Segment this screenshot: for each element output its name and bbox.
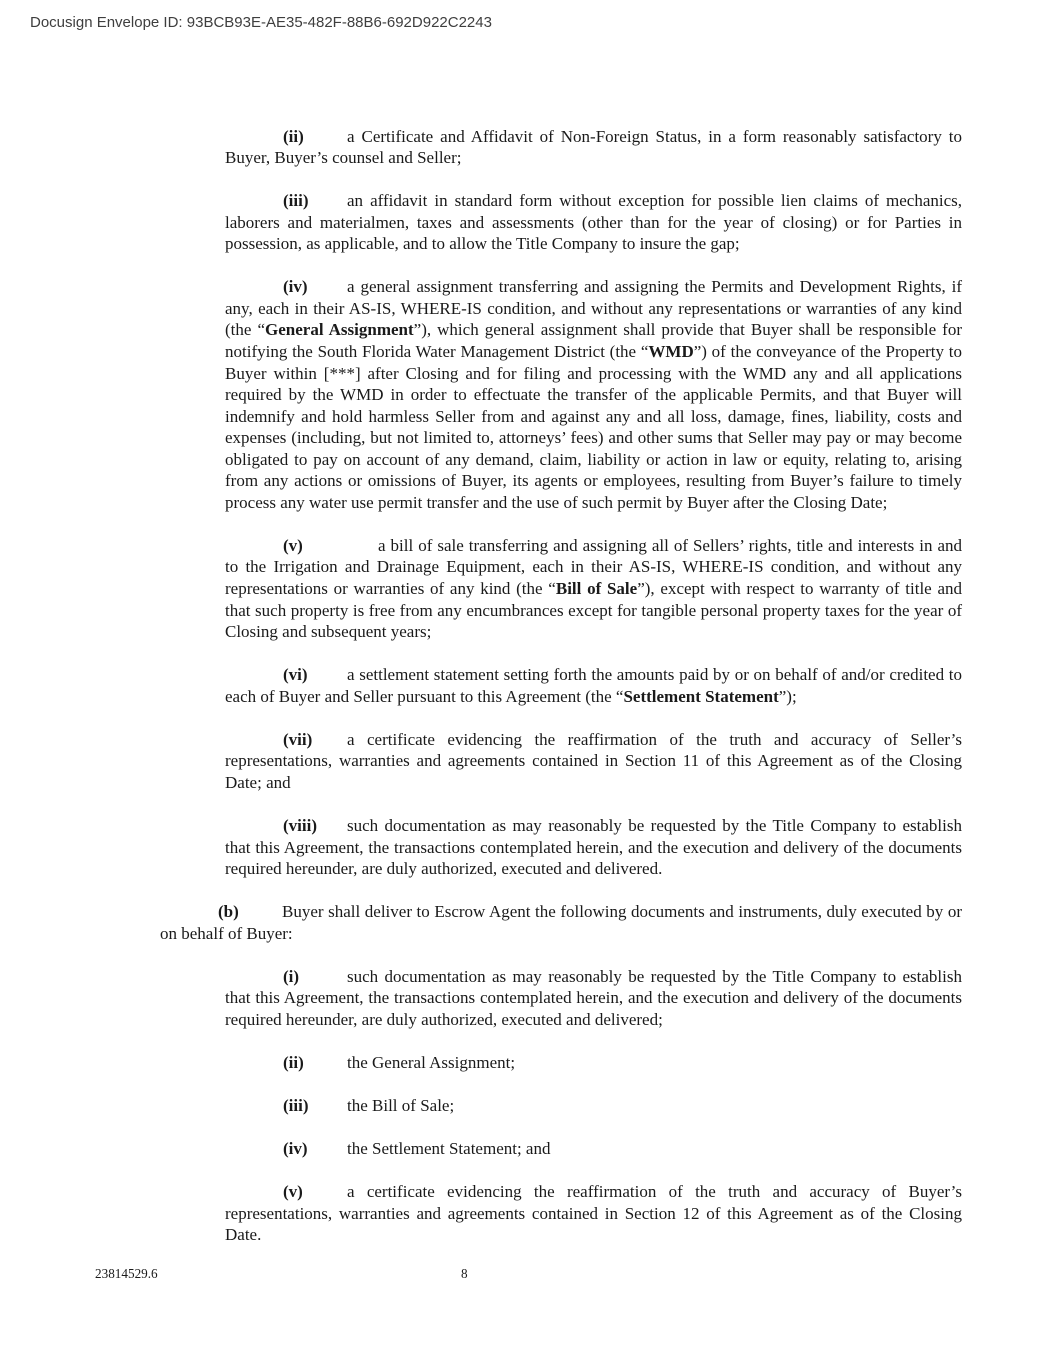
paragraph-text: the General Assignment; (347, 1053, 516, 1073)
paragraph-text: the Settlement Statement; and (347, 1139, 551, 1159)
paragraph-b-v (225, 1181, 962, 1246)
paragraph-text: a certificate evidencing the reaffirmation of the truth and accuracy of Seller’s representations, warranties and agreements contained in Section 11 of this Agreement as of the Closing Date; and (225, 729, 962, 792)
paragraph-text: a certificate evidencing the reaffirmation of the truth and accuracy of Buyer’s representations, warranties and agreements contained in Section 12 of this Agreement as of the Closing Date. (225, 1182, 962, 1245)
paragraph-text: a settlement statement setting forth the amounts paid by or on behalf of and/or credited to each of Buyer and Seller pursuant to this Agreement (the “Settlement Statement”); (225, 665, 962, 706)
paragraph-label: (v) (283, 1182, 303, 1202)
paragraph-text: the Bill of Sale; (347, 1096, 455, 1116)
paragraph-label: (vii) (283, 729, 313, 749)
paragraph-a-iv (225, 276, 962, 513)
paragraph-label: (viii) (283, 816, 317, 836)
paragraph-text: a general assignment transferring and assigning the Permits and Development Rights, if any, each in their AS-IS, WHERE-IS condition, and without any representations or warranties of any kind (the “General Assignment”), which general assignment shall provide that Buyer shall be responsible for notifying the South Florida Water Management District (the “WMD”) of the conveyance of the Property to Buyer within [***] after Closing and for filing and processing with the WMD any and all applications required by the WMD in order to effectuate the transfer of the applicable Permits, and that Buyer will indemnify and hold harmless Seller from and against any and all loss, damage, fines, liability, costs and expenses (including, but not limited to, attorneys’ fees) and other sums that Seller may pay or may become obligated to pay on account of any demand, claim, liability or action in law or equity, relating to, arising from any actions or omissions of Buyer, its agents or employees, resulting from Buyer’s failure to timely process any water use permit transfer and the use of such permit by Buyer after the Closing Date; (225, 277, 963, 512)
footer-document-number: 23814529.6 (95, 1266, 158, 1281)
paragraph-b-i (225, 966, 962, 1031)
document-body (160, 104, 962, 1246)
paragraph-b (160, 901, 962, 944)
paragraph-label: (iv) (283, 277, 308, 297)
paragraph-a-vii (225, 729, 962, 794)
paragraph-label: (v) (283, 535, 303, 555)
paragraph-label: (ii) (283, 1053, 304, 1073)
paragraph-label: (iii) (283, 1096, 309, 1116)
paragraph-text: a bill of sale transferring and assigning all of Sellers’ rights, title and interests in and to the Irrigation and Drainage Equipment, each in their AS-IS, WHERE-IS condition, and without any representations or warranties of any kind (the “Bill of Sale”), except with respect to warranty of title and that such property is free from any encumbrances except for tangible personal property taxes for the year of Closing and subsequent years; (225, 535, 962, 642)
paragraph-text: such documentation as may reasonably be requested by the Title Company to establish that this Agreement, the transactions contemplated herein, and the execution and delivery of the documents required hereunder, are duly authorized, executed and delivered. (225, 816, 962, 879)
paragraph-a-vi (225, 664, 962, 707)
paragraph-label: (b) (218, 902, 239, 922)
paragraph-a-ii (225, 126, 962, 169)
paragraph-a-iii (225, 190, 962, 255)
paragraph-text: an affidavit in standard form without exception for possible lien claims of mechanics, laborers and materialmen, taxes and assessments (other than for the year of closing) or for Parties in possession, as applicable, and to allow the Title Company to insure the gap; (225, 191, 962, 254)
paragraph-b-iii (225, 1095, 962, 1117)
paragraph-label: (iii) (283, 191, 309, 211)
footer-page-number: 8 (461, 1266, 468, 1281)
paragraph-a-viii (225, 815, 962, 880)
paragraph-label: (vi) (283, 665, 308, 685)
paragraph-a-v (225, 535, 962, 643)
paragraph-text: a Certificate and Affidavit of Non-Foreign Status, in a form reasonably satisfactory to Buyer, Buyer’s counsel and Seller; (225, 126, 962, 168)
docusign-envelope-id: Docusign Envelope ID: 93BCB93E-AE35-482F-88B6-692D922C2243 (30, 14, 492, 31)
paragraph-label: (iv) (283, 1139, 308, 1159)
paragraph-label: (ii) (283, 126, 304, 146)
paragraph-text: Buyer shall deliver to Escrow Agent the following documents and instruments, duly executed by or on behalf of Buyer: (160, 902, 962, 943)
paragraph-b-iv (225, 1138, 962, 1160)
paragraph-text: such documentation as may reasonably be requested by the Title Company to establish that this Agreement, the transactions contemplated herein, and the execution and delivery of the documents required hereunder, are duly authorized, executed and delivered; (225, 966, 962, 1029)
paragraph-b-ii (225, 1052, 962, 1074)
paragraph-label: (i) (283, 966, 300, 986)
